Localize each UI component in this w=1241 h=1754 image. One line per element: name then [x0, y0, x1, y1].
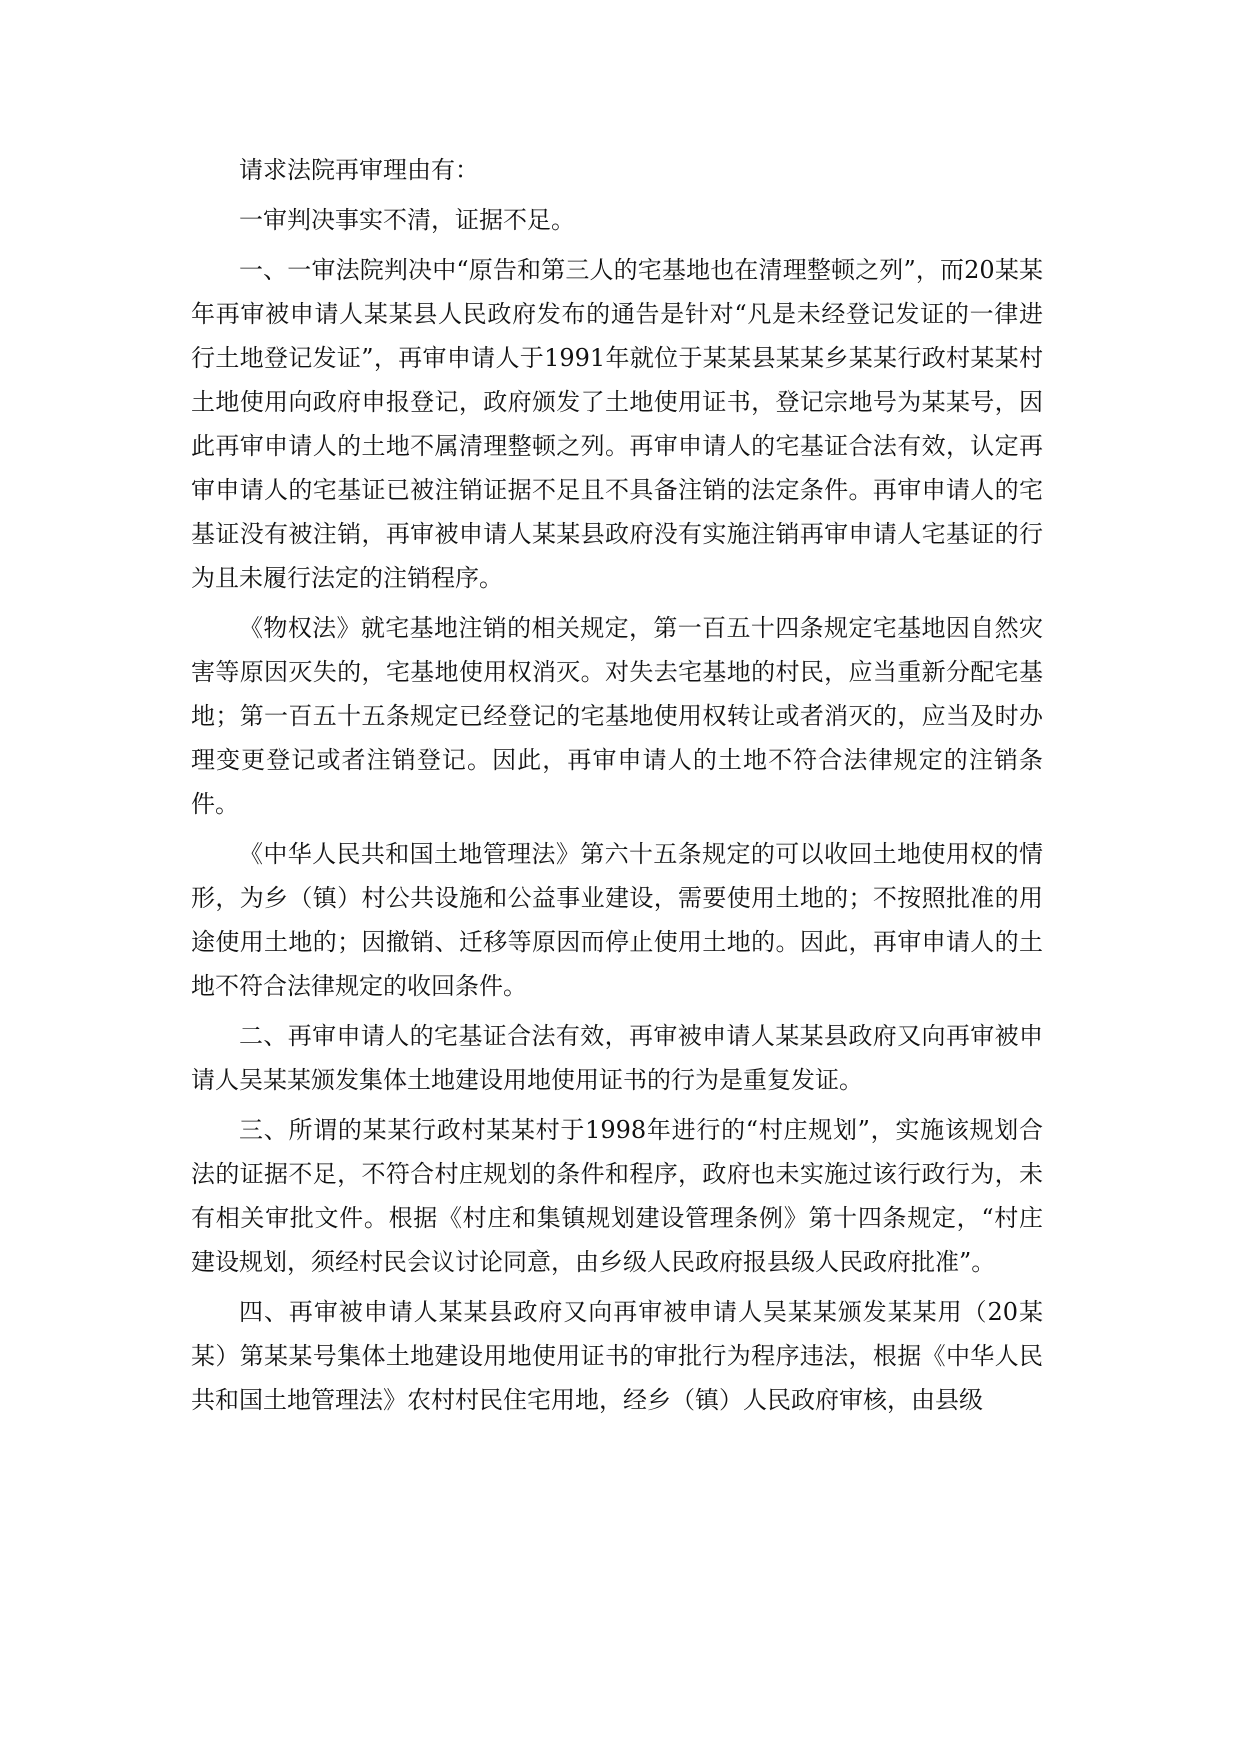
paragraph-point-one: 一、一审法院判决中“原告和第三人的宅基地也在清理整顿之列”，而20某某年再审被申请人某某县人民政府发布的通告是针对“凡是未经登记发证的一律进行土地登记发证”，再审申请人于1991年就位于某某县某某乡某某行政村某某村土地使用向政府申报登记，政府颁发了土地使用证书，登记宗地号为某某号，因此再审申请人的土地不属清理整顿之列。再审申请人的宅基证合法有效，认定再审申请人的宅基证已被注销证据不足且不具备注销的法定条件。再审申请人的宅基证没有被注销，再审被申请人某某县政府没有实施注销再审申请人宅基证的行为且未履行法定的注销程序。 [191, 256, 1043, 592]
paragraph-point-four: 四、再审被申请人某某县政府又向再审被申请人吴某某颁发某某用（20某某）第某某号集体土地建设用地使用证书的审批行为程序违法，根据《中华人民共和国土地管理法》农村村民住宅用地，经乡（镇）人民政府审核，由县级 [191, 1298, 1043, 1414]
paragraph-facts-unclear: 一审判决事实不清，证据不足。 [239, 206, 575, 234]
document-body [191, 148, 1043, 1428]
paragraph-point-three: 三、所谓的某某行政村某某村于1998年进行的“村庄规划”，实施该规划合法的证据不足，不符合村庄规划的条件和程序，政府也未实施过该行政行为，未有相关审批文件。根据《村庄和集镇规划建设管理条例》第十四条规定，“村庄建设规划，须经村民会议讨论同意，由乡级人民政府报县级人民政府批准”。 [191, 1116, 1043, 1276]
paragraph-land-management-law: 《中华人民共和国土地管理法》第六十五条规定的可以收回土地使用权的情形，为乡（镇）村公共设施和公益事业建设，需要使用土地的；不按照批准的用途使用土地的；因撤销、迁移等原因而停止使用土地的。因此，再审申请人的土地不符合法律规定的收回条件。 [191, 840, 1043, 1000]
paragraph-point-two: 二、再审申请人的宅基证合法有效，再审被申请人某某县政府又向再审被申请人吴某某颁发集体土地建设用地使用证书的行为是重复发证。 [191, 1022, 1043, 1094]
paragraph-property-law: 《物权法》就宅基地注销的相关规定，第一百五十四条规定宅基地因自然灾害等原因灭失的，宅基地使用权消灭。对失去宅基地的村民，应当重新分配宅基地；第一百五十五条规定已经登记的宅基地使用权转让或者消灭的，应当及时办理变更登记或者注销登记。因此，再审申请人的土地不符合法律规定的注销条件。 [191, 614, 1043, 818]
paragraph-retrial-reasons-intro: 请求法院再审理由有： [239, 156, 479, 184]
